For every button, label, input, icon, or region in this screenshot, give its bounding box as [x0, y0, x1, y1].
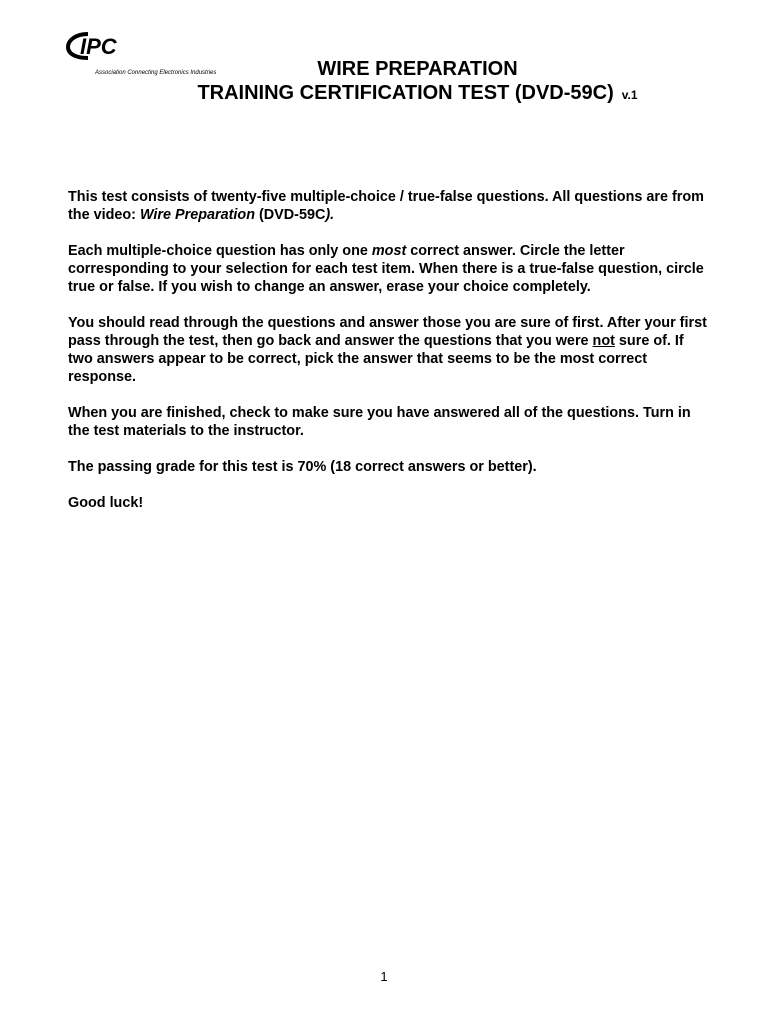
- instruction-paragraph-3: [68, 314, 708, 386]
- instruction-paragraph-5: The passing grade for this test is 70% (18 correct answers or better).: [68, 459, 537, 475]
- p1-text: This test consists of twenty-five multiple-choice / true-false questions. All questions are from the video:: [68, 189, 704, 223]
- instruction-paragraph-1: [68, 188, 708, 224]
- p2-text-a: Each multiple-choice question has only one: [68, 243, 372, 259]
- instructions: [68, 188, 708, 530]
- logo-text: IPC: [80, 34, 117, 59]
- version-label: v.1: [621, 88, 638, 102]
- p3-underline: not: [592, 333, 615, 349]
- p1-end: ).: [325, 207, 335, 223]
- p2-text-b: correct answer. Circle the letter corresponding to your selection for each test item. When there is a true-false question, circle true or false. If you wish to change an answer, erase your choice completely.: [68, 243, 704, 295]
- p3-text-b: sure of. If two answers appear to be correct, pick the answer that seems to be the most correct response.: [68, 333, 684, 385]
- title-text: TRAINING CERTIFICATION TEST (DVD-59C): [197, 82, 614, 104]
- video-title: Wire Preparation: [139, 207, 255, 223]
- p3-text-a: You should read through the questions and answer those you are sure of first. After your first pass through the test, then go back and answer the questions that you were: [68, 315, 707, 349]
- instruction-paragraph-6: Good luck!: [68, 495, 144, 511]
- document-title: [0, 57, 768, 107]
- page-number: 1: [380, 969, 388, 984]
- instruction-paragraph-2: [68, 242, 708, 296]
- title-line-2: [67, 81, 768, 107]
- title-line-1: WIRE PREPARATION: [317, 58, 518, 80]
- logo-tagline: Association Connecting Electronics Industries: [95, 70, 217, 76]
- p2-emphasis: most: [371, 243, 407, 259]
- instruction-paragraph-4: When you are finished, check to make sure you have answered all of the questions. Turn in the test materials to the instructor.: [68, 405, 691, 439]
- p1-code: (DVD-59C: [255, 207, 326, 223]
